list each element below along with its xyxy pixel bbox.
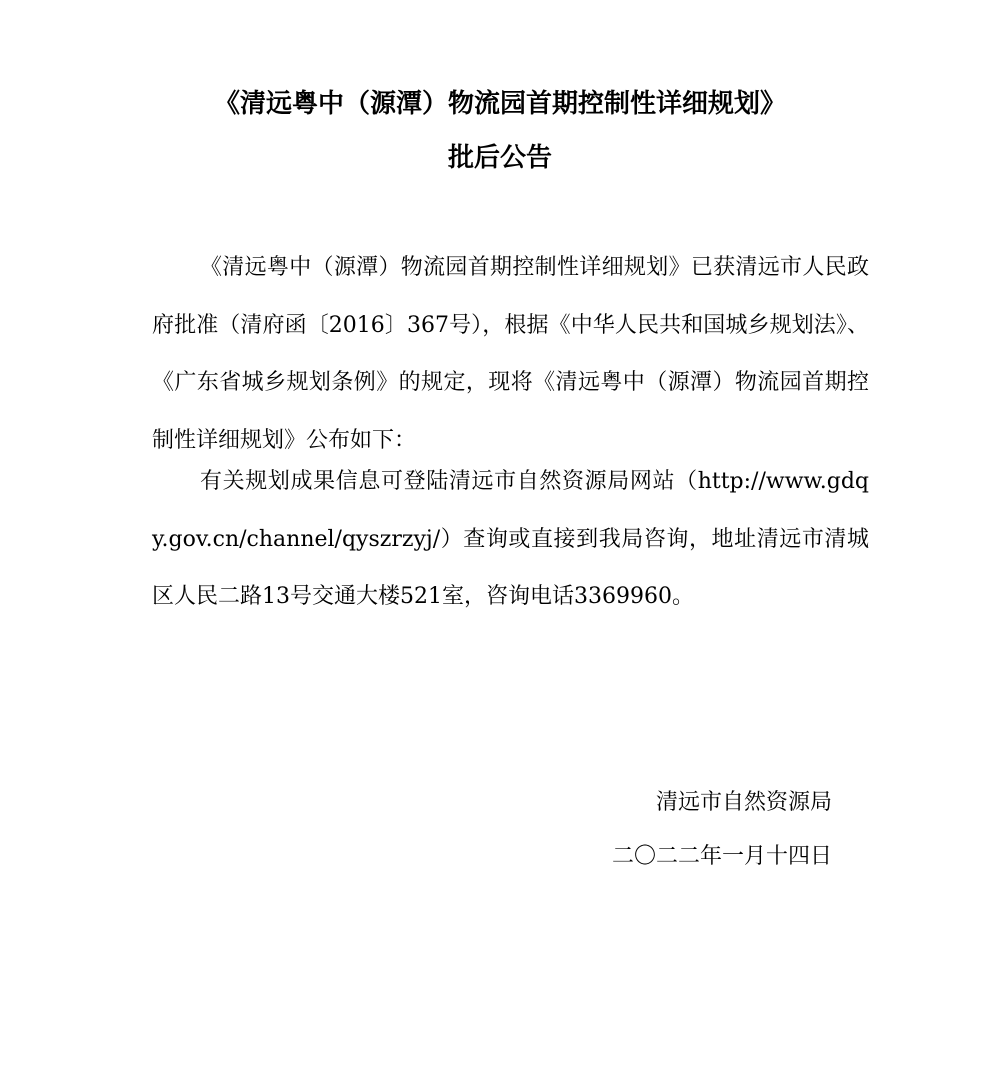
body-paragraph-contact: 有关规划成果信息可登陆清远市自然资源局网站（http://www.gdqy.gov.cn/channel/qyszrzyj/）查询或直接到我局咨询，地址清远市清城区人民二路13号交通大楼521室，咨询电话3369960。: [152, 469, 869, 609]
document-title: 《清远粤中（源潭）物流园首期控制性详细规划》: [213, 89, 786, 119]
signature-organization: 清远市自然资源局: [655, 790, 832, 815]
body-paragraph-approval: 《清远粤中（源潭）物流园首期控制性详细规划》已获清远市人民政府批准（清府函〔2016〕367号），根据《中华人民共和国城乡规划法》、《广东省城乡规划条例》的规定，现将《清远粤中（源潭）物流园首期控制性详细规划》公布如下：: [152, 255, 869, 453]
signature-date: 二〇二二年一月十四日: [611, 844, 832, 869]
document-subtitle: 批后公告: [447, 143, 552, 173]
